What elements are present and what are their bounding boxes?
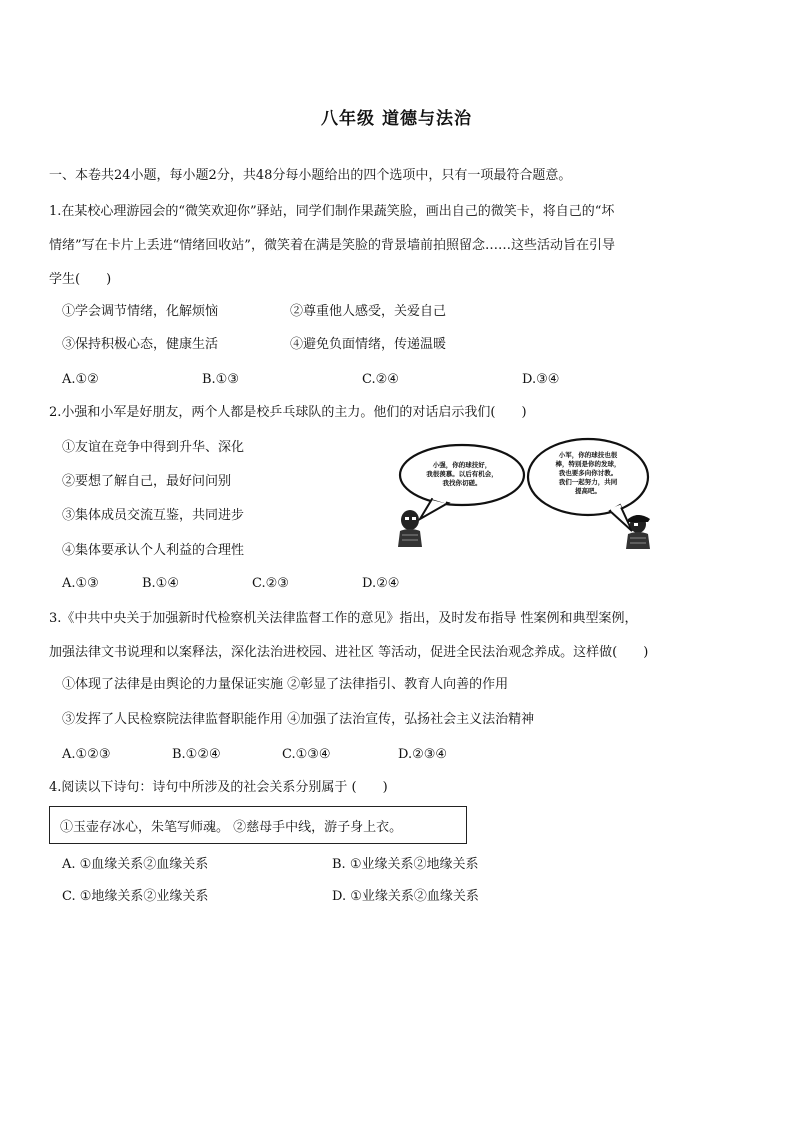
boy-left-figure bbox=[398, 510, 422, 547]
q3-stem-line-1: 3.《中共中央关于加强新时代检察机关法律监督工作的意见》指出，及时发布指导 性案例和典型案例， bbox=[49, 611, 638, 626]
q4-option-b[interactable]: B. ①业缘关系②地缘关系 bbox=[332, 857, 479, 872]
q2-stem: 2.小强和小军是好朋友，两个人都是校乒乓球队的主力。他们的对话启示我们( ) bbox=[49, 405, 527, 420]
q3-item-1-2: ①体现了法律是由舆论的力量保证实施 ②彰显了法律指引、教育人向善的作用 bbox=[62, 677, 509, 692]
q1-item-4: ④避免负面情绪，传递温暖 bbox=[290, 337, 447, 352]
q3-item-3-4: ③发挥了人民检察院法律监督职能作用 ④加强了法治宣传，弘扬社会主义法治精神 bbox=[62, 712, 535, 727]
q2-option-b[interactable]: B.①④ bbox=[142, 576, 179, 591]
q4-stem: 4.阅读以下诗句：诗句中所涉及的社会关系分别属于 ( ) bbox=[49, 780, 388, 795]
q1-option-c[interactable]: C.②④ bbox=[362, 372, 399, 387]
q1-item-2: ②尊重他人感受，关爱自己 bbox=[290, 304, 447, 319]
bubble-right-line-1: 小军，你的球技也很 bbox=[558, 451, 618, 459]
poem-box bbox=[49, 806, 467, 844]
q3-option-a[interactable]: A.①②③ bbox=[62, 747, 111, 762]
q1-item-1: ①学会调节情绪，化解烦恼 bbox=[62, 304, 219, 319]
bubble-right-line-5: 提高吧。 bbox=[575, 487, 601, 495]
q2-item-3: ③集体成员交流互鉴，共同进步 bbox=[62, 508, 245, 523]
page-title: 八年级 道德与法治 bbox=[321, 109, 472, 129]
bubble-right-line-3: 我也要多向你讨教。 bbox=[558, 469, 618, 477]
q2-item-2: ②要想了解自己，最好问问别 bbox=[62, 474, 232, 489]
q1-item-3: ③保持积极心态，健康生活 bbox=[62, 337, 219, 352]
q1-option-b[interactable]: B.①③ bbox=[202, 372, 239, 387]
q2-item-4: ④集体要承认个人利益的合理性 bbox=[62, 543, 245, 558]
bubble-left-line-2: 我很羡慕。以后有机会， bbox=[426, 470, 498, 478]
q1-option-d[interactable]: D.③④ bbox=[522, 372, 560, 387]
q3-option-b[interactable]: B.①②④ bbox=[172, 747, 221, 762]
poem-text: ①玉壶存冰心，朱笔写师魂。 ②慈母手中线，游子身上衣。 bbox=[60, 820, 403, 835]
q4-option-c[interactable]: C. ①地缘关系②业缘关系 bbox=[62, 889, 209, 904]
q2-item-1: ①友谊在竞争中得到升华、深化 bbox=[62, 440, 245, 455]
bubble-left-line-3: 我找你切磋。 bbox=[442, 479, 482, 487]
bubble-right-line-4: 我们一起努力，共同 bbox=[558, 478, 618, 486]
q2-option-c[interactable]: C.②③ bbox=[252, 576, 289, 591]
dialogue-cartoon bbox=[392, 437, 660, 553]
q4-option-a[interactable]: A. ①血缘关系②血缘关系 bbox=[62, 857, 209, 872]
q2-option-a[interactable]: A.①③ bbox=[62, 576, 99, 591]
q1-stem-line-2: 情绪”写在卡片上丢进“情绪回收站”，微笑着在满是笑脸的背景墙前拍照留念……这些活动旨在引导 bbox=[49, 238, 615, 253]
bubble-right-line-2: 棒，特别是你的发球， bbox=[555, 460, 621, 468]
q3-stem-line-2: 加强法律文书说理和以案释法，深化法治进校园、进社区 等活动，促进全民法治观念养成。这样做( ) bbox=[49, 645, 649, 660]
q1-stem-line-1: 1.在某校心理游园会的“微笑欢迎你”驿站，同学们制作果蔬笑脸，画出自己的微笑卡，将自己的“坏 bbox=[49, 204, 615, 219]
q1-stem-line-3: 学生( ) bbox=[49, 272, 112, 287]
q3-option-d[interactable]: D.②③④ bbox=[398, 747, 448, 762]
boy-right-figure bbox=[626, 515, 650, 549]
bubble-left-line-1: 小强，你的球技好， bbox=[432, 461, 492, 469]
section-header: 一、本卷共24小题，每小题2分，共48分每小题给出的四个选项中，只有一项最符合题意。 bbox=[49, 168, 572, 183]
q4-option-d[interactable]: D. ①业缘关系②血缘关系 bbox=[332, 889, 479, 904]
q3-option-c[interactable]: C.①③④ bbox=[282, 747, 331, 762]
q1-option-a[interactable]: A.①② bbox=[62, 372, 99, 387]
q2-option-d[interactable]: D.②④ bbox=[362, 576, 400, 591]
